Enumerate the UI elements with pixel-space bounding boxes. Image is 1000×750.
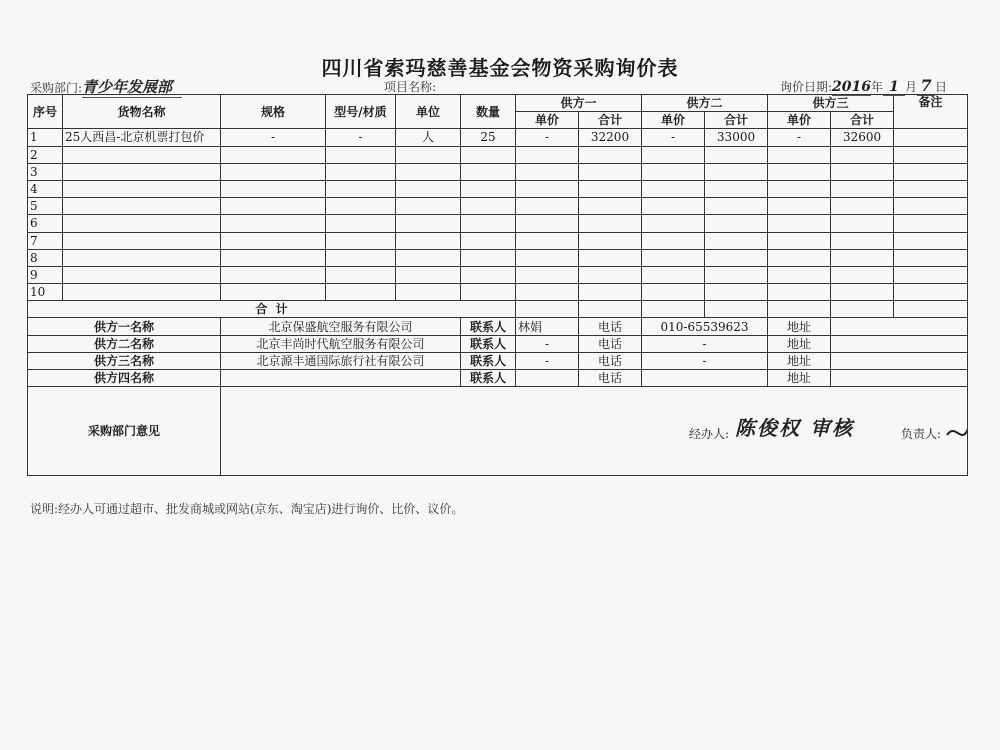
cell-spec [221, 198, 326, 215]
sum-cell [705, 301, 768, 318]
cell-qty [461, 198, 516, 215]
leader-label: 负责人: [901, 427, 942, 442]
cell-s2-price [642, 215, 705, 232]
contact-value [516, 370, 579, 387]
cell-s3-total [831, 249, 894, 266]
date-day-unit: 日 [935, 80, 948, 94]
cell-s2-total: 33000 [705, 129, 768, 146]
cell-s3-total [831, 284, 894, 301]
cell-seq: 5 [28, 198, 63, 215]
form-title: 四川省索玛慈善基金会物资采购询价表 [321, 56, 679, 80]
date-year: 2016 [832, 79, 872, 95]
cell-remark [894, 146, 968, 163]
address-label: 地址 [768, 370, 831, 387]
cell-s3-price [768, 198, 831, 215]
inquiry-table [27, 94, 968, 476]
cell-model [326, 249, 396, 266]
cell-model [326, 198, 396, 215]
cell-s3-price [768, 180, 831, 197]
cell-goods [63, 180, 221, 197]
cell-remark [894, 129, 968, 146]
cell-seq: 1 [28, 129, 63, 146]
item-row [28, 163, 968, 180]
cell-spec [221, 284, 326, 301]
col-s1-total: 合计 [579, 112, 642, 129]
cell-goods: 25人西昌-北京机票打包价 [63, 129, 221, 146]
cell-s2-price [642, 266, 705, 283]
item-row [28, 232, 968, 249]
address-value [831, 352, 968, 369]
item-row [28, 146, 968, 163]
cell-s2-total [705, 232, 768, 249]
cell-s2-price [642, 180, 705, 197]
item-row [28, 198, 968, 215]
cell-s2-price [642, 249, 705, 266]
cell-seq: 6 [28, 215, 63, 232]
supplier-row [28, 318, 968, 335]
cell-s1-total [579, 284, 642, 301]
col-s3-total: 合计 [831, 112, 894, 129]
cell-remark [894, 198, 968, 215]
col-remark: 备注 [894, 95, 968, 129]
project-label: 项目名称: [384, 80, 437, 94]
cell-s1-total: 32200 [579, 129, 642, 146]
cell-unit [396, 146, 461, 163]
item-row [28, 180, 968, 197]
sum-row [28, 301, 968, 318]
opinion-label: 采购部门意见 [28, 387, 221, 476]
cell-s3-price [768, 249, 831, 266]
phone-value: 010-65539623 [642, 318, 768, 335]
handler-label: 经办人: [689, 427, 730, 442]
cell-s1-total [579, 146, 642, 163]
cell-spec [221, 146, 326, 163]
cell-s1-price [516, 180, 579, 197]
cell-s3-total [831, 146, 894, 163]
cell-remark [894, 232, 968, 249]
cell-s2-total [705, 266, 768, 283]
contact-value: - [516, 335, 579, 352]
phone-label: 电话 [579, 335, 642, 352]
cell-spec [221, 163, 326, 180]
supplier-name: 北京丰尚时代航空服务有限公司 [221, 335, 461, 352]
contact-value: 林娟 [516, 318, 579, 335]
contact-label: 联系人 [461, 370, 516, 387]
col-s2-total: 合计 [705, 112, 768, 129]
cell-qty [461, 180, 516, 197]
supplier-row [28, 370, 968, 387]
date-month-unit: 月 [905, 80, 918, 94]
dept-label: 采购部门: [30, 81, 83, 95]
cell-s1-total [579, 215, 642, 232]
cell-s1-total [579, 266, 642, 283]
opinion-content [221, 387, 968, 476]
supplier-label: 供方四名称 [28, 370, 221, 387]
cell-s2-price [642, 163, 705, 180]
address-value [831, 370, 968, 387]
cell-goods [63, 163, 221, 180]
col-s2-price: 单价 [642, 112, 705, 129]
supplier-name [221, 370, 461, 387]
cell-s1-price [516, 266, 579, 283]
cell-unit [396, 180, 461, 197]
cell-s2-total [705, 215, 768, 232]
cell-spec [221, 249, 326, 266]
cell-unit [396, 215, 461, 232]
cell-s3-price [768, 146, 831, 163]
col-spec: 规格 [221, 95, 326, 129]
cell-seq: 3 [28, 163, 63, 180]
cell-s3-price [768, 215, 831, 232]
cell-s1-total [579, 249, 642, 266]
cell-s1-price [516, 163, 579, 180]
date-label: 询价日期: [780, 80, 833, 94]
contact-value: - [516, 352, 579, 369]
item-row [28, 266, 968, 283]
leader-signature [943, 395, 968, 467]
address-label: 地址 [768, 352, 831, 369]
cell-s2-total [705, 163, 768, 180]
cell-s1-price [516, 284, 579, 301]
sum-cell [894, 301, 968, 318]
supplier-label: 供方二名称 [28, 335, 221, 352]
cell-qty [461, 146, 516, 163]
cell-model [326, 232, 396, 249]
cell-s3-price [768, 232, 831, 249]
cell-s1-price: - [516, 129, 579, 146]
cell-model [326, 266, 396, 283]
cell-qty: 25 [461, 129, 516, 146]
cell-qty [461, 232, 516, 249]
item-row [28, 284, 968, 301]
sum-cell [768, 301, 831, 318]
cell-s2-price: - [642, 129, 705, 146]
cell-seq: 9 [28, 266, 63, 283]
cell-s2-total [705, 284, 768, 301]
cell-model [326, 215, 396, 232]
cell-s3-total [831, 232, 894, 249]
cell-seq: 8 [28, 249, 63, 266]
cell-s1-total [579, 198, 642, 215]
phone-label: 电话 [579, 370, 642, 387]
address-value [831, 318, 968, 335]
phone-value: - [642, 352, 768, 369]
cell-s1-price [516, 198, 579, 215]
cell-s2-total [705, 146, 768, 163]
sum-cell [516, 301, 579, 318]
cell-seq: 10 [28, 284, 63, 301]
address-value [831, 335, 968, 352]
cell-seq: 7 [28, 232, 63, 249]
supplier-name: 北京源丰通国际旅行社有限公司 [221, 352, 461, 369]
phone-value [642, 370, 768, 387]
cell-s2-total [705, 198, 768, 215]
item-row [28, 215, 968, 232]
contact-label: 联系人 [461, 352, 516, 369]
col-supplier3: 供方三 [768, 95, 894, 112]
sum-cell [831, 301, 894, 318]
supplier-label: 供方三名称 [28, 352, 221, 369]
cell-s3-price [768, 284, 831, 301]
supplier-name: 北京保盛航空服务有限公司 [221, 318, 461, 335]
cell-unit [396, 284, 461, 301]
cell-goods [63, 215, 221, 232]
cell-s2-price [642, 198, 705, 215]
date-month: 1 [883, 79, 905, 96]
cell-spec: - [221, 129, 326, 146]
sum-cell [579, 301, 642, 318]
cell-s2-price [642, 146, 705, 163]
cell-unit [396, 198, 461, 215]
cell-goods [63, 198, 221, 215]
date-year-unit: 年 [871, 80, 884, 94]
cell-s1-price [516, 146, 579, 163]
cell-unit [396, 249, 461, 266]
supplier-row [28, 352, 968, 369]
cell-qty [461, 249, 516, 266]
col-unit: 单位 [396, 95, 461, 129]
cell-s1-price [516, 249, 579, 266]
cell-s3-total [831, 180, 894, 197]
cell-model [326, 163, 396, 180]
cell-s2-total [705, 180, 768, 197]
supplier-row [28, 335, 968, 352]
footnote: 说明:经办人可通过超市、批发商城或网站(京东、淘宝店)进行询价、比价、议价。 [30, 502, 464, 516]
handler-signature: 陈俊权 审核 [735, 416, 854, 441]
cell-s3-price [768, 266, 831, 283]
cell-unit: 人 [396, 129, 461, 146]
cell-s3-total: 32600 [831, 129, 894, 146]
signature-area [221, 387, 967, 475]
col-supplier2: 供方二 [642, 95, 768, 112]
contact-label: 联系人 [461, 318, 516, 335]
cell-s3-price [768, 163, 831, 180]
dept-value: 青少年发展部 [82, 76, 182, 98]
cell-s1-total [579, 180, 642, 197]
col-model: 型号/材质 [326, 95, 396, 129]
cell-unit [396, 163, 461, 180]
cell-qty [461, 266, 516, 283]
cell-s2-price [642, 232, 705, 249]
cell-spec [221, 232, 326, 249]
cell-remark [894, 266, 968, 283]
address-label: 地址 [768, 318, 831, 335]
cell-model: - [326, 129, 396, 146]
phone-label: 电话 [579, 318, 642, 335]
cell-model [326, 146, 396, 163]
leader-signature-stroke [947, 407, 968, 455]
cell-model [326, 284, 396, 301]
cell-spec [221, 215, 326, 232]
address-label: 地址 [768, 335, 831, 352]
date-field [780, 76, 947, 96]
col-supplier1: 供方一 [516, 95, 642, 112]
opinion-row [28, 387, 968, 476]
cell-seq: 2 [28, 146, 63, 163]
cell-s2-price [642, 284, 705, 301]
cell-qty [461, 215, 516, 232]
contact-label: 联系人 [461, 335, 516, 352]
sum-label: 合 计 [28, 301, 516, 318]
cell-spec [221, 266, 326, 283]
cell-unit [396, 266, 461, 283]
cell-remark [894, 215, 968, 232]
cell-goods [63, 266, 221, 283]
project-field [384, 78, 436, 95]
col-qty: 数量 [461, 95, 516, 129]
cell-spec [221, 180, 326, 197]
cell-qty [461, 284, 516, 301]
supplier-label: 供方一名称 [28, 318, 221, 335]
cell-remark [894, 180, 968, 197]
phone-label: 电话 [579, 352, 642, 369]
col-goods: 货物名称 [63, 95, 221, 129]
cell-seq: 4 [28, 180, 63, 197]
cell-s2-total [705, 249, 768, 266]
cell-goods [63, 146, 221, 163]
cell-remark [894, 163, 968, 180]
cell-s3-total [831, 163, 894, 180]
cell-s1-total [579, 163, 642, 180]
col-seq: 序号 [28, 95, 63, 129]
cell-s1-price [516, 232, 579, 249]
cell-s1-price [516, 215, 579, 232]
cell-s1-total [579, 232, 642, 249]
cell-remark [894, 249, 968, 266]
header-row-1 [28, 95, 968, 112]
col-s3-price: 单价 [768, 112, 831, 129]
col-s1-price: 单价 [516, 112, 579, 129]
item-row [28, 249, 968, 266]
cell-s3-price: - [768, 129, 831, 146]
cell-unit [396, 232, 461, 249]
cell-goods [63, 284, 221, 301]
cell-s3-total [831, 198, 894, 215]
date-day: 7 [917, 76, 935, 96]
cell-goods [63, 232, 221, 249]
cell-goods [63, 249, 221, 266]
cell-s3-total [831, 266, 894, 283]
cell-qty [461, 163, 516, 180]
item-row [28, 129, 968, 146]
cell-remark [894, 284, 968, 301]
cell-s3-total [831, 215, 894, 232]
sum-cell [642, 301, 705, 318]
cell-model [326, 180, 396, 197]
phone-value: - [642, 335, 768, 352]
